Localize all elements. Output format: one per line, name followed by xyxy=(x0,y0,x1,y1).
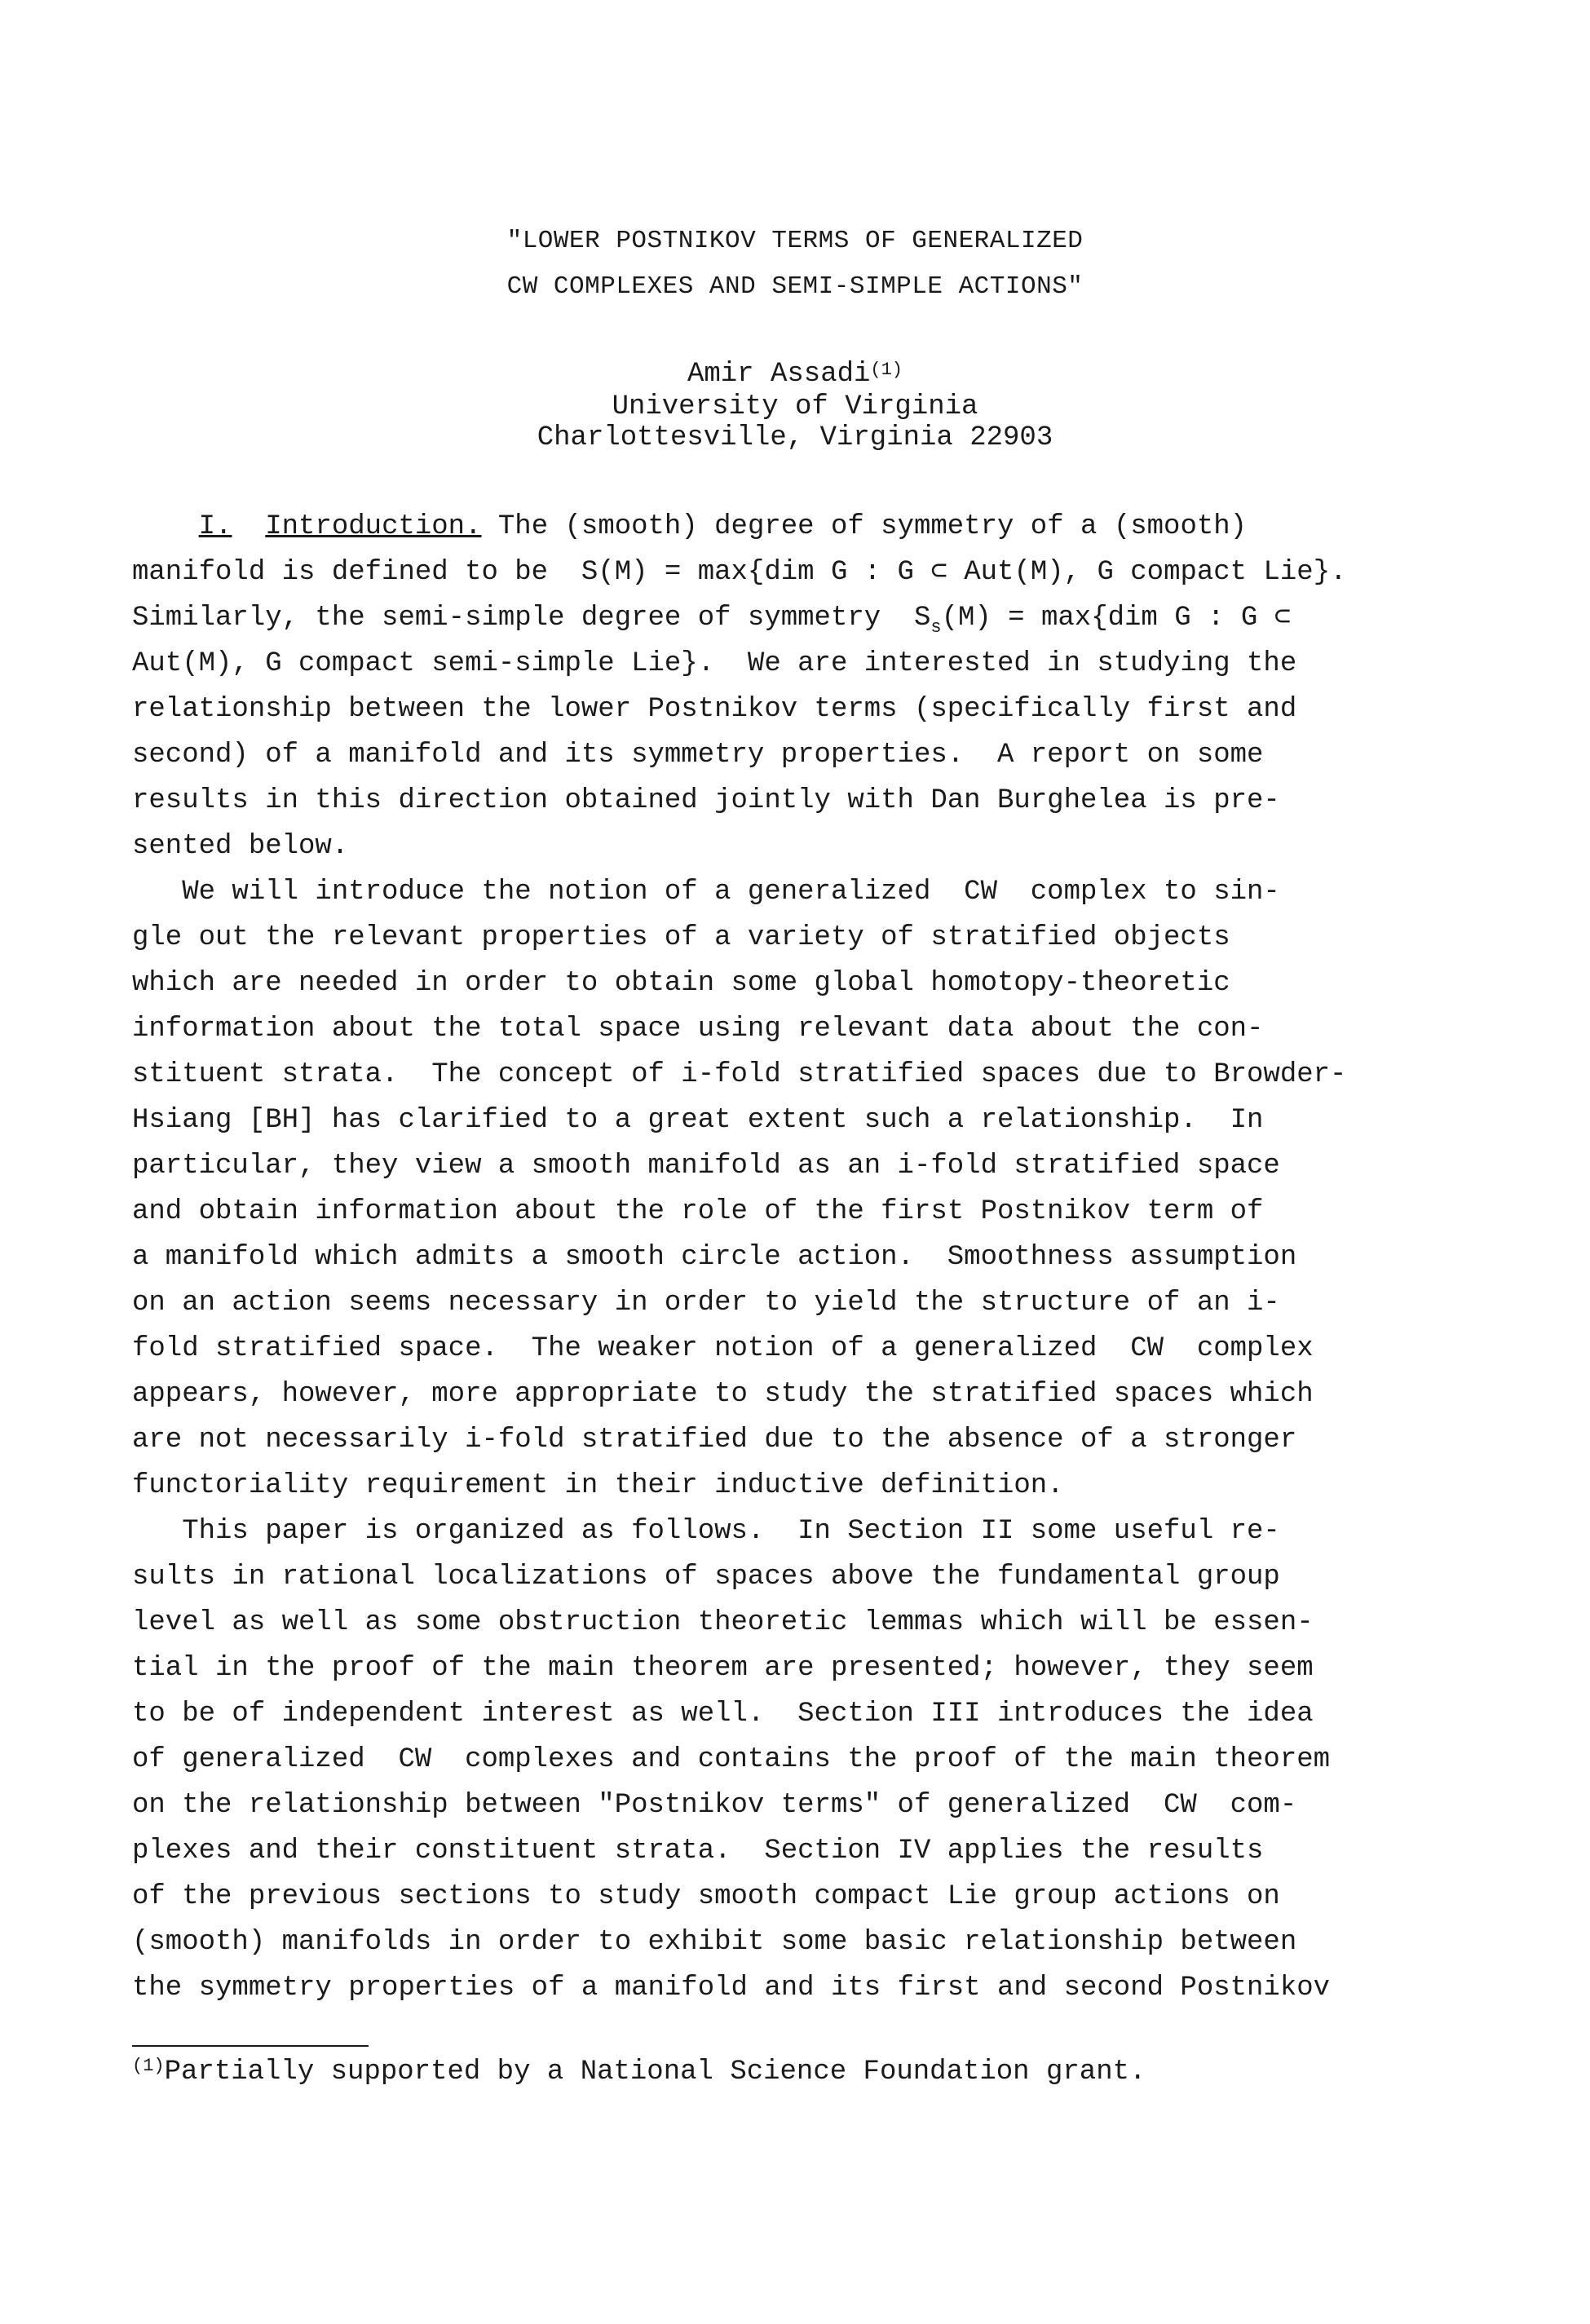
paragraph-3-line: sults in rational localizations of spaces above the fundamental group xyxy=(132,1562,1280,1593)
paragraph-1-line: Aut(M), G compact semi-simple Lie}. We are interested in studying the xyxy=(132,648,1297,679)
author-footnote-mark: (1) xyxy=(870,360,903,380)
paragraph-3-line: This paper is organized as follows. In Section II some useful re- xyxy=(132,1516,1280,1547)
paragraph-1-line: manifold is defined to be S(M) = max{dim G : G ⊂ Aut(M), G compact Lie}. xyxy=(132,557,1347,588)
author-affiliation: University of Virginia xyxy=(612,391,978,422)
introduction-body xyxy=(132,504,1469,2011)
paragraph-1-line: second) of a manifold and its symmetry properties. A report on some xyxy=(132,740,1264,771)
section-number: I. xyxy=(198,511,232,542)
footnote xyxy=(132,2057,1146,2088)
paper-title-line-2: CW COMPLEXES AND SEMI-SIMPLE ACTIONS" xyxy=(506,272,1084,301)
author-address: Charlottesville, Virginia 22903 xyxy=(537,422,1053,453)
paragraph-3-line: the symmetry properties of a manifold and its first and second Postnikov xyxy=(132,1973,1331,2004)
paragraph-2-line: information about the total space using relevant data about the con- xyxy=(132,1014,1264,1045)
paragraph-1-line: sented below. xyxy=(132,831,349,862)
paragraph-2-line: which are needed in order to obtain some global homotopy-theoretic xyxy=(132,968,1230,999)
paragraph-2-line: on an action seems necessary in order to yield the structure of an i- xyxy=(132,1288,1280,1319)
paragraph-2-line: We will introduce the notion of a generalized CW complex to sin- xyxy=(132,877,1280,908)
section-heading: Introduction. xyxy=(265,511,482,542)
paragraph-3-line: to be of independent interest as well. Section III introduces the idea xyxy=(132,1699,1314,1730)
paragraph-3-line: on the relationship between "Postnikov terms" of generalized CW com- xyxy=(132,1790,1297,1821)
paragraph-2-line: gle out the relevant properties of a variety of stratified objects xyxy=(132,922,1230,953)
paragraph-2-line: functoriality requirement in their inductive definition. xyxy=(132,1470,1064,1501)
paragraph-3-line: (smooth) manifolds in order to exhibit some basic relationship between xyxy=(132,1927,1297,1958)
paragraph-2-line: stituent strata. The concept of i-fold stratified spaces due to Browder- xyxy=(132,1059,1347,1090)
paragraph-2-line: are not necessarily i-fold stratified due to the absence of a stronger xyxy=(132,1425,1297,1456)
footnote-text: Partially supported by a National Science Foundation grant. xyxy=(164,2057,1146,2088)
paragraph-2-line: and obtain information about the role of the first Postnikov term of xyxy=(132,1196,1264,1227)
paragraph-1-text: (M) = max{dim G : G ⊂ xyxy=(941,603,1292,634)
paragraph-3-line: level as well as some obstruction theoretic lemmas which will be essen- xyxy=(132,1607,1314,1638)
paragraph-2-line: appears, however, more appropriate to study the stratified spaces which xyxy=(132,1379,1314,1410)
paper-title-line-1: "LOWER POSTNIKOV TERMS OF GENERALIZED xyxy=(506,227,1084,255)
footnote-mark: (1) xyxy=(132,2056,165,2076)
paragraph-3-line: of generalized CW complexes and contains the proof of the main theorem xyxy=(132,1744,1331,1775)
paragraph-1-line: relationship between the lower Postnikov terms (specifically first and xyxy=(132,694,1297,725)
paragraph-2-line: Hsiang [BH] has clarified to a great extent such a relationship. In xyxy=(132,1105,1264,1136)
paragraph-1-text: The (smooth) degree of symmetry of a (smooth) xyxy=(481,511,1248,542)
paragraph-3-line: tial in the proof of the main theorem are presented; however, they seem xyxy=(132,1653,1314,1684)
footnote-rule xyxy=(132,2045,369,2047)
paragraph-2-line: fold stratified space. The weaker notion of a generalized CW complex xyxy=(132,1333,1314,1364)
author-line xyxy=(0,359,1590,390)
paragraph-1-line xyxy=(132,595,1469,641)
paragraph-1-line xyxy=(132,504,1469,550)
paragraph-1-text: Similarly, the semi-simple degree of symmetry S xyxy=(132,603,931,634)
paragraph-2-line: a manifold which admits a smooth circle action. Smoothness assumption xyxy=(132,1242,1297,1273)
paragraph-3-line: plexes and their constituent strata. Section IV applies the results xyxy=(132,1836,1264,1867)
author-name: Amir Assadi xyxy=(687,359,871,390)
paragraph-3-line: of the previous sections to study smooth compact Lie group actions on xyxy=(132,1881,1280,1912)
subscript-s: s xyxy=(930,617,942,638)
paragraph-2-line: particular, they view a smooth manifold as an i-fold stratified space xyxy=(132,1151,1280,1182)
paragraph-1-line: results in this direction obtained jointly with Dan Burghelea is pre- xyxy=(132,785,1280,816)
